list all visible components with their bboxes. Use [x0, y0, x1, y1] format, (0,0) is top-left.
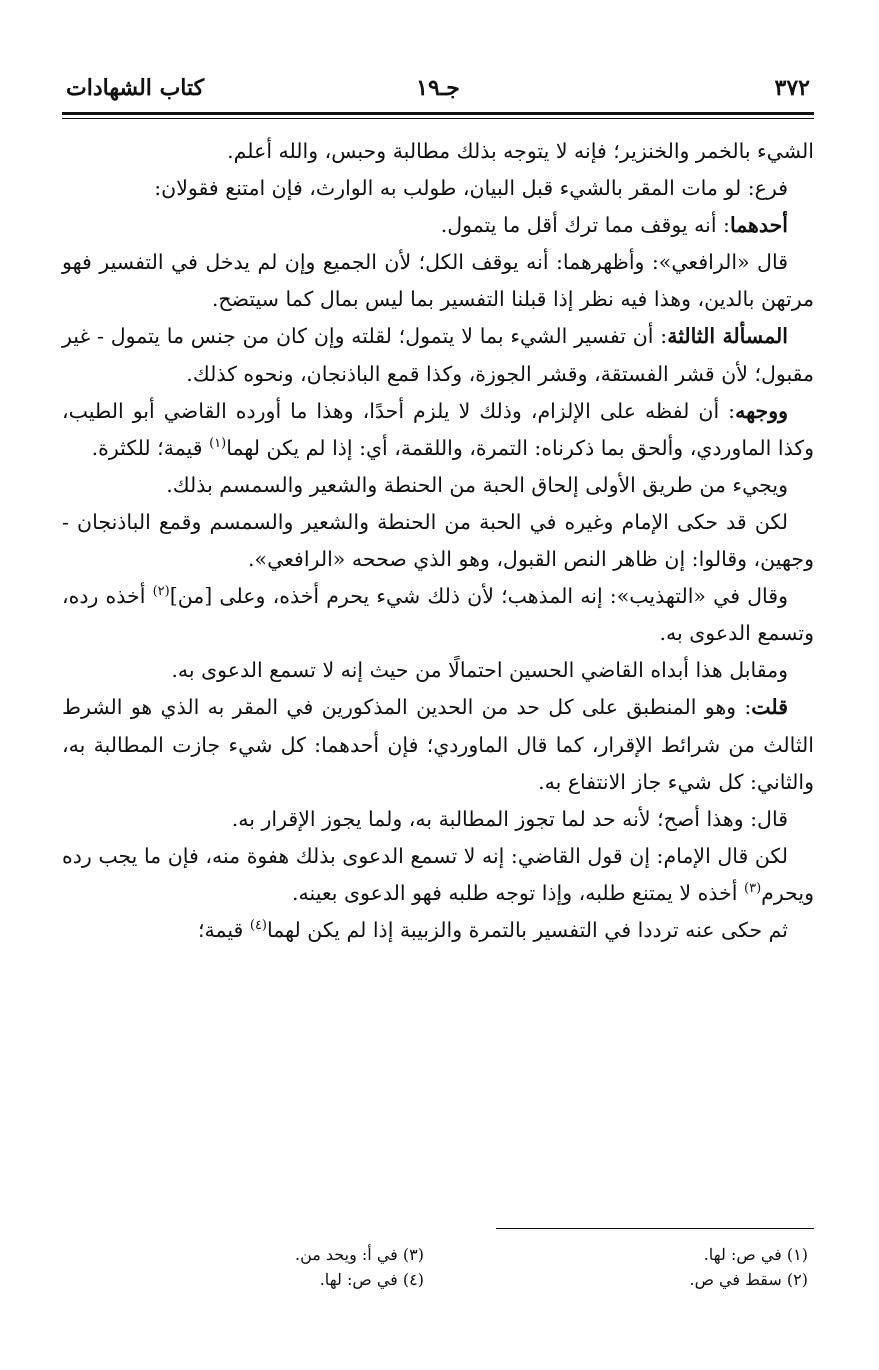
paragraph: لكن قد حكى الإمام وغيره في الحبة من الحنطة والشعير والسمسم وقمع الباذنجان - وجهين، وقالوا: إن ظاهر النص القبول، وهو الذي صححه «الرافعي». — [62, 509, 814, 572]
footnote: (٤) في ص: لها. — [319, 1270, 424, 1289]
footnote: (٣) في أ: ويحد من. — [294, 1245, 424, 1264]
page-header — [62, 70, 814, 112]
paragraph: قال «الرافعي»: وأظهرهما: أنه يوقف الكل؛ لأن الجميع وإن لم يدخل في التفسير فهو مرتهن بالدين، وهذا فيه نظر إذا قبلنا التفسير بما ليس بمال كما سيتضح. — [62, 250, 814, 312]
footnote-separator — [496, 1228, 814, 1229]
paragraph: لكن قال الإمام: إن قول القاضي: إنه لا تسمع الدعوى بذلك هفوة منه، فإن ما يجب رده ويحرم$^{(٣)}$ أخذه لا يمتنع طلبه، وإذا توجه طلبه فهو الدعوى بعينه. — [62, 843, 814, 905]
header-rule-thin — [62, 118, 814, 119]
header-rule-thick — [62, 112, 814, 115]
paragraph: قلت: وهو المنطبق على كل حد من الحدين المذكورين في المقر به الذي هو الشرط الثالث من شرائط الإقرار، كما قال الماوردي؛ فإن أحدهما: كل شيء جازت المطالبة به، والثاني: كل شيء جاز الانتفاع به. — [62, 695, 814, 794]
paragraph: ويجيء من طريق الأولى إلحاق الحبة من الحنطة والشعير والسمسم بذلك. — [166, 472, 788, 497]
paragraph: ومقابل هذا أبداه القاضي الحسين احتمالًا من حيث إنه لا تسمع الدعوى به. — [171, 658, 788, 683]
paragraph: فرع: لو مات المقر بالشيء قبل البيان، طولب به الوارث، فإن امتنع فقولان: — [154, 176, 788, 201]
footnote-ref: (١) — [209, 435, 227, 451]
footnote-ref: (٤) — [249, 918, 267, 934]
document-page — [62, 70, 814, 1330]
footnote-column — [124, 1242, 424, 1292]
footnote: (١) في ص: لها. — [703, 1245, 808, 1264]
paragraph: أحدهما: أنه يوقف مما ترك أقل ما يتمول. — [440, 213, 788, 238]
book-title: كتاب الشهادات — [66, 75, 205, 101]
paragraph: المسألة الثالثة: أن تفسير الشيء بما لا يتمول؛ لقلته وإن كان من جنس ما يتمول - غير مقبول؛ لأن قشر الفستقة، وقشر الجوزة، وكذا قمع الباذنجان، ونحوه كذلك. — [62, 324, 814, 386]
volume-number: جـ١٩ — [416, 75, 460, 101]
footnote: (٢) سقط في ص. — [689, 1270, 808, 1289]
main-text — [62, 133, 814, 949]
paragraph: وقال في «التهذيب»: إنه المذهب؛ لأن ذلك شيء يحرم أخذه، وعلى [من]$^{(٢)}$ أخذه رده، وتسمع الدعوى به. — [62, 584, 814, 646]
footnotes — [62, 1242, 814, 1302]
paragraph: ثم حكى عنه ترددا في التفسير بالتمرة والزبيبة إذا لم يكن لهما$^{(٤)}$ قيمة؛ — [197, 917, 788, 942]
paragraph: ووجهه: أن لفظه على الإلزام، وذلك لا يلزم أحدًا، وهذا ما أورده القاضي أبو الطيب، وكذا الماوردي، وألحق بما ذكرناه: التمرة، واللقمة، أي: إذا لم يكن لهما$^{(١)}$ قيمة؛ للكثرة. — [62, 398, 814, 460]
footnote-ref: (٣) — [744, 881, 762, 897]
page-number: ٣٧٢ — [774, 75, 810, 101]
footnote-column — [508, 1242, 808, 1292]
paragraph: الشيء بالخمر والخنزير؛ فإنه لا يتوجه بذلك مطالبة وحبس، والله أعلم. — [227, 139, 814, 163]
footnote-ref: (٢) — [152, 584, 170, 600]
paragraph: قال: وهذا أصح؛ لأنه حد لما تجوز المطالبة به، ولما يجوز الإقرار به. — [231, 806, 788, 831]
